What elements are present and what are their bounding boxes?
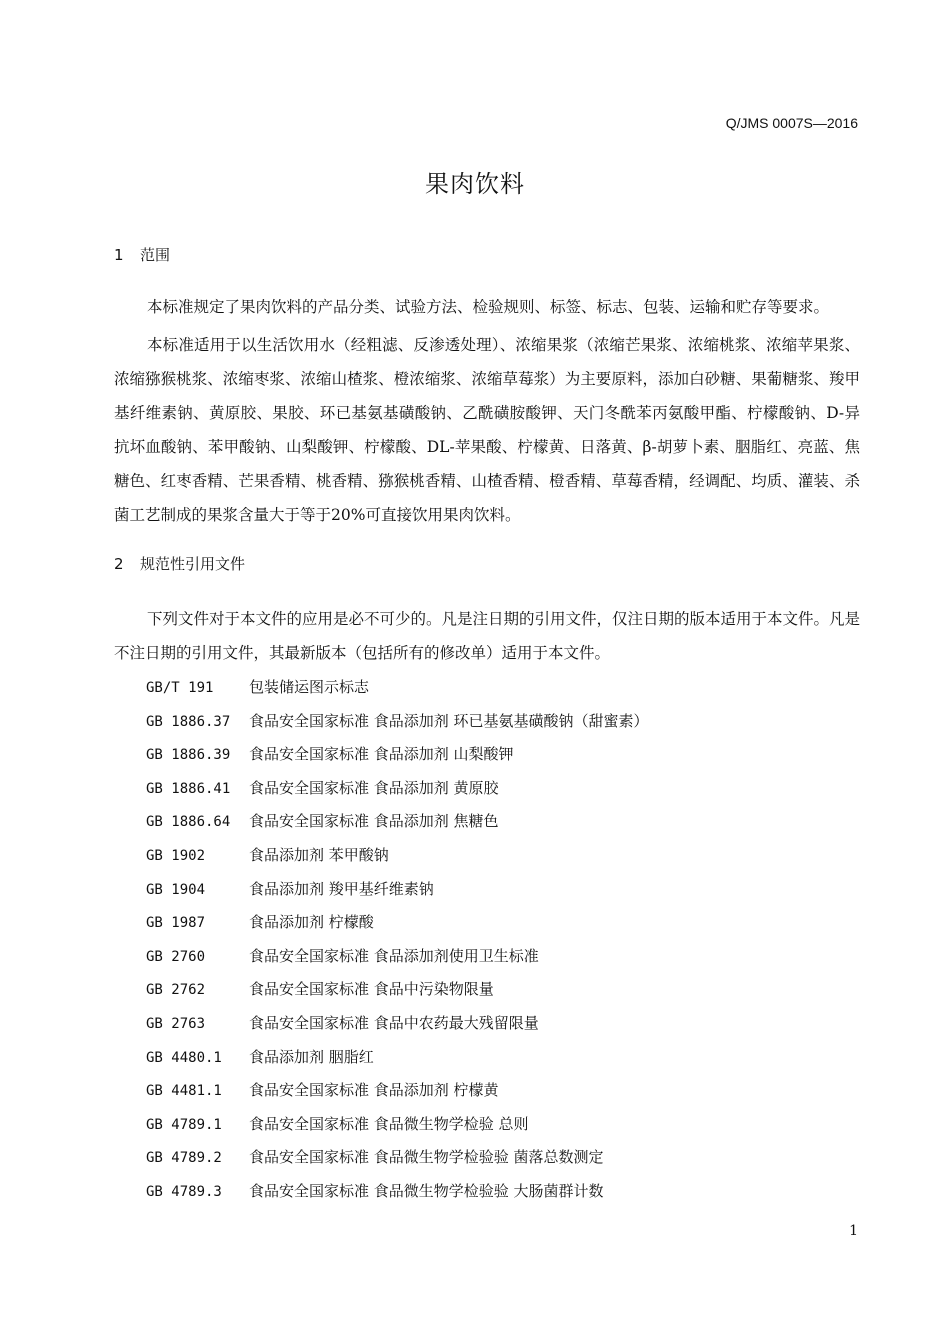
reference-item bbox=[146, 1141, 649, 1175]
reference-code: GB 4789.1 bbox=[146, 1116, 222, 1133]
reference-item bbox=[146, 805, 649, 839]
reference-item bbox=[146, 906, 649, 940]
section-heading-scope bbox=[114, 244, 170, 265]
reference-code: GB 1886.37 bbox=[146, 713, 231, 730]
reference-item bbox=[146, 671, 649, 705]
reference-code: GB 4789.2 bbox=[146, 1150, 222, 1167]
scope-paragraph-2: 本标准适用于以生活饮用水（经粗滤、反渗透处理）、浓缩果浆（浓缩芒果浆、浓缩桃浆、浓缩苹果浆、浓缩猕猴桃浆、浓缩枣浆、浓缩山楂浆、橙浓缩浆、浓缩草莓浆）为主要原料，添加白砂糖、果葡糖浆、羧甲基纤维素钠、黄原胶、果胶、环已基氨基磺酸钠、乙酰磺胺酸钾、天门冬酰苯丙氨酸甲酯、柠檬酸钠、D-异抗坏血酸钠、苯甲酸钠、山梨酸钾、柠檬酸、DL-苹果酸、柠檬黄、日落黄、β-胡萝卜素、胭脂红、亮蓝、焦糖色、红枣香精、芒果香精、桃香精、猕猴桃香精、山楂香精、橙香精、草莓香精，经调配、均质、灌装、杀菌工艺制成的果浆含量大于等于20%可直接饮用果肉饮料。 bbox=[114, 336, 860, 524]
reference-title: 食品安全国家标准 食品微生物学检验验 大肠菌群计数 bbox=[249, 1181, 604, 1200]
page-number: 1 bbox=[849, 1223, 858, 1239]
reference-item bbox=[146, 1074, 649, 1108]
reference-item bbox=[146, 940, 649, 974]
reference-title: 食品安全国家标准 食品添加剂 柠檬黄 bbox=[249, 1081, 499, 1100]
reference-item bbox=[146, 1175, 649, 1209]
references-intro-paragraph: 下列文件对于本文件的应用是必不可少的。凡是注日期的引用文件，仅注日期的版本适用于本文件。凡是不注日期的引用文件，其最新版本（包括所有的修改单）适用于本文件。 bbox=[114, 610, 861, 662]
reference-item bbox=[146, 738, 649, 772]
section-number: 1 bbox=[114, 246, 124, 264]
reference-title: 食品安全国家标准 食品添加剂 环已基氨基磺酸钠（甜蜜素） bbox=[249, 711, 649, 730]
document-code: Q/JMS 0007S—2016 bbox=[725, 115, 858, 131]
section-number: 2 bbox=[114, 555, 124, 573]
reference-code: GB 1902 bbox=[146, 847, 206, 864]
reference-item bbox=[146, 973, 649, 1007]
section-heading-references bbox=[114, 553, 245, 574]
reference-title: 食品安全国家标准 食品添加剂 山梨酸钾 bbox=[249, 745, 514, 764]
reference-title: 食品安全国家标准 食品添加剂 黄原胶 bbox=[249, 778, 499, 797]
reference-title: 食品添加剂 苯甲酸钠 bbox=[249, 845, 389, 864]
reference-title: 食品添加剂 柠檬酸 bbox=[249, 913, 374, 932]
reference-code: GB 1886.41 bbox=[146, 780, 231, 797]
reference-title: 包装储运图示标志 bbox=[249, 678, 370, 696]
reference-item bbox=[146, 1007, 649, 1041]
reference-title: 食品安全国家标准 食品微生物学检验验 菌落总数测定 bbox=[249, 1148, 604, 1167]
reference-title: 食品安全国家标准 食品添加剂 焦糖色 bbox=[249, 812, 499, 831]
reference-code: GB 2762 bbox=[146, 982, 206, 999]
page-title: 果肉饮料 bbox=[425, 170, 525, 198]
reference-code: GB 4789.3 bbox=[146, 1183, 222, 1200]
reference-item bbox=[146, 839, 649, 873]
reference-title: 食品添加剂 胭脂红 bbox=[249, 1047, 374, 1066]
reference-item bbox=[146, 1041, 649, 1075]
reference-item bbox=[146, 1108, 649, 1142]
reference-code: GB 2760 bbox=[146, 948, 206, 965]
reference-code: GB/T 191 bbox=[146, 680, 214, 696]
reference-title: 食品安全国家标准 食品微生物学检验 总则 bbox=[249, 1114, 529, 1133]
reference-title: 食品安全国家标准 食品添加剂使用卫生标准 bbox=[249, 946, 539, 965]
reference-list bbox=[146, 671, 649, 1209]
reference-title: 食品安全国家标准 食品中农药最大残留限量 bbox=[249, 1013, 539, 1032]
scope-paragraph-1: 本标准规定了果肉饮料的产品分类、试验方法、检验规则、标签、标志、包装、运输和贮存等要求。 bbox=[147, 298, 830, 316]
reference-item bbox=[146, 705, 649, 739]
reference-title: 食品添加剂 羧甲基纤维素钠 bbox=[249, 879, 434, 898]
reference-code: GB 4480.1 bbox=[146, 1049, 222, 1066]
reference-item bbox=[146, 772, 649, 806]
section-title: 规范性引用文件 bbox=[140, 555, 246, 573]
reference-title: 食品安全国家标准 食品中污染物限量 bbox=[249, 980, 494, 999]
reference-code: GB 1987 bbox=[146, 915, 206, 932]
reference-code: GB 2763 bbox=[146, 1015, 206, 1032]
reference-code: GB 1886.64 bbox=[146, 814, 231, 831]
section-title: 范围 bbox=[140, 246, 171, 264]
reference-code: GB 4481.1 bbox=[146, 1083, 222, 1100]
reference-code: GB 1886.39 bbox=[146, 747, 231, 764]
reference-code: GB 1904 bbox=[146, 881, 206, 898]
reference-item bbox=[146, 873, 649, 907]
